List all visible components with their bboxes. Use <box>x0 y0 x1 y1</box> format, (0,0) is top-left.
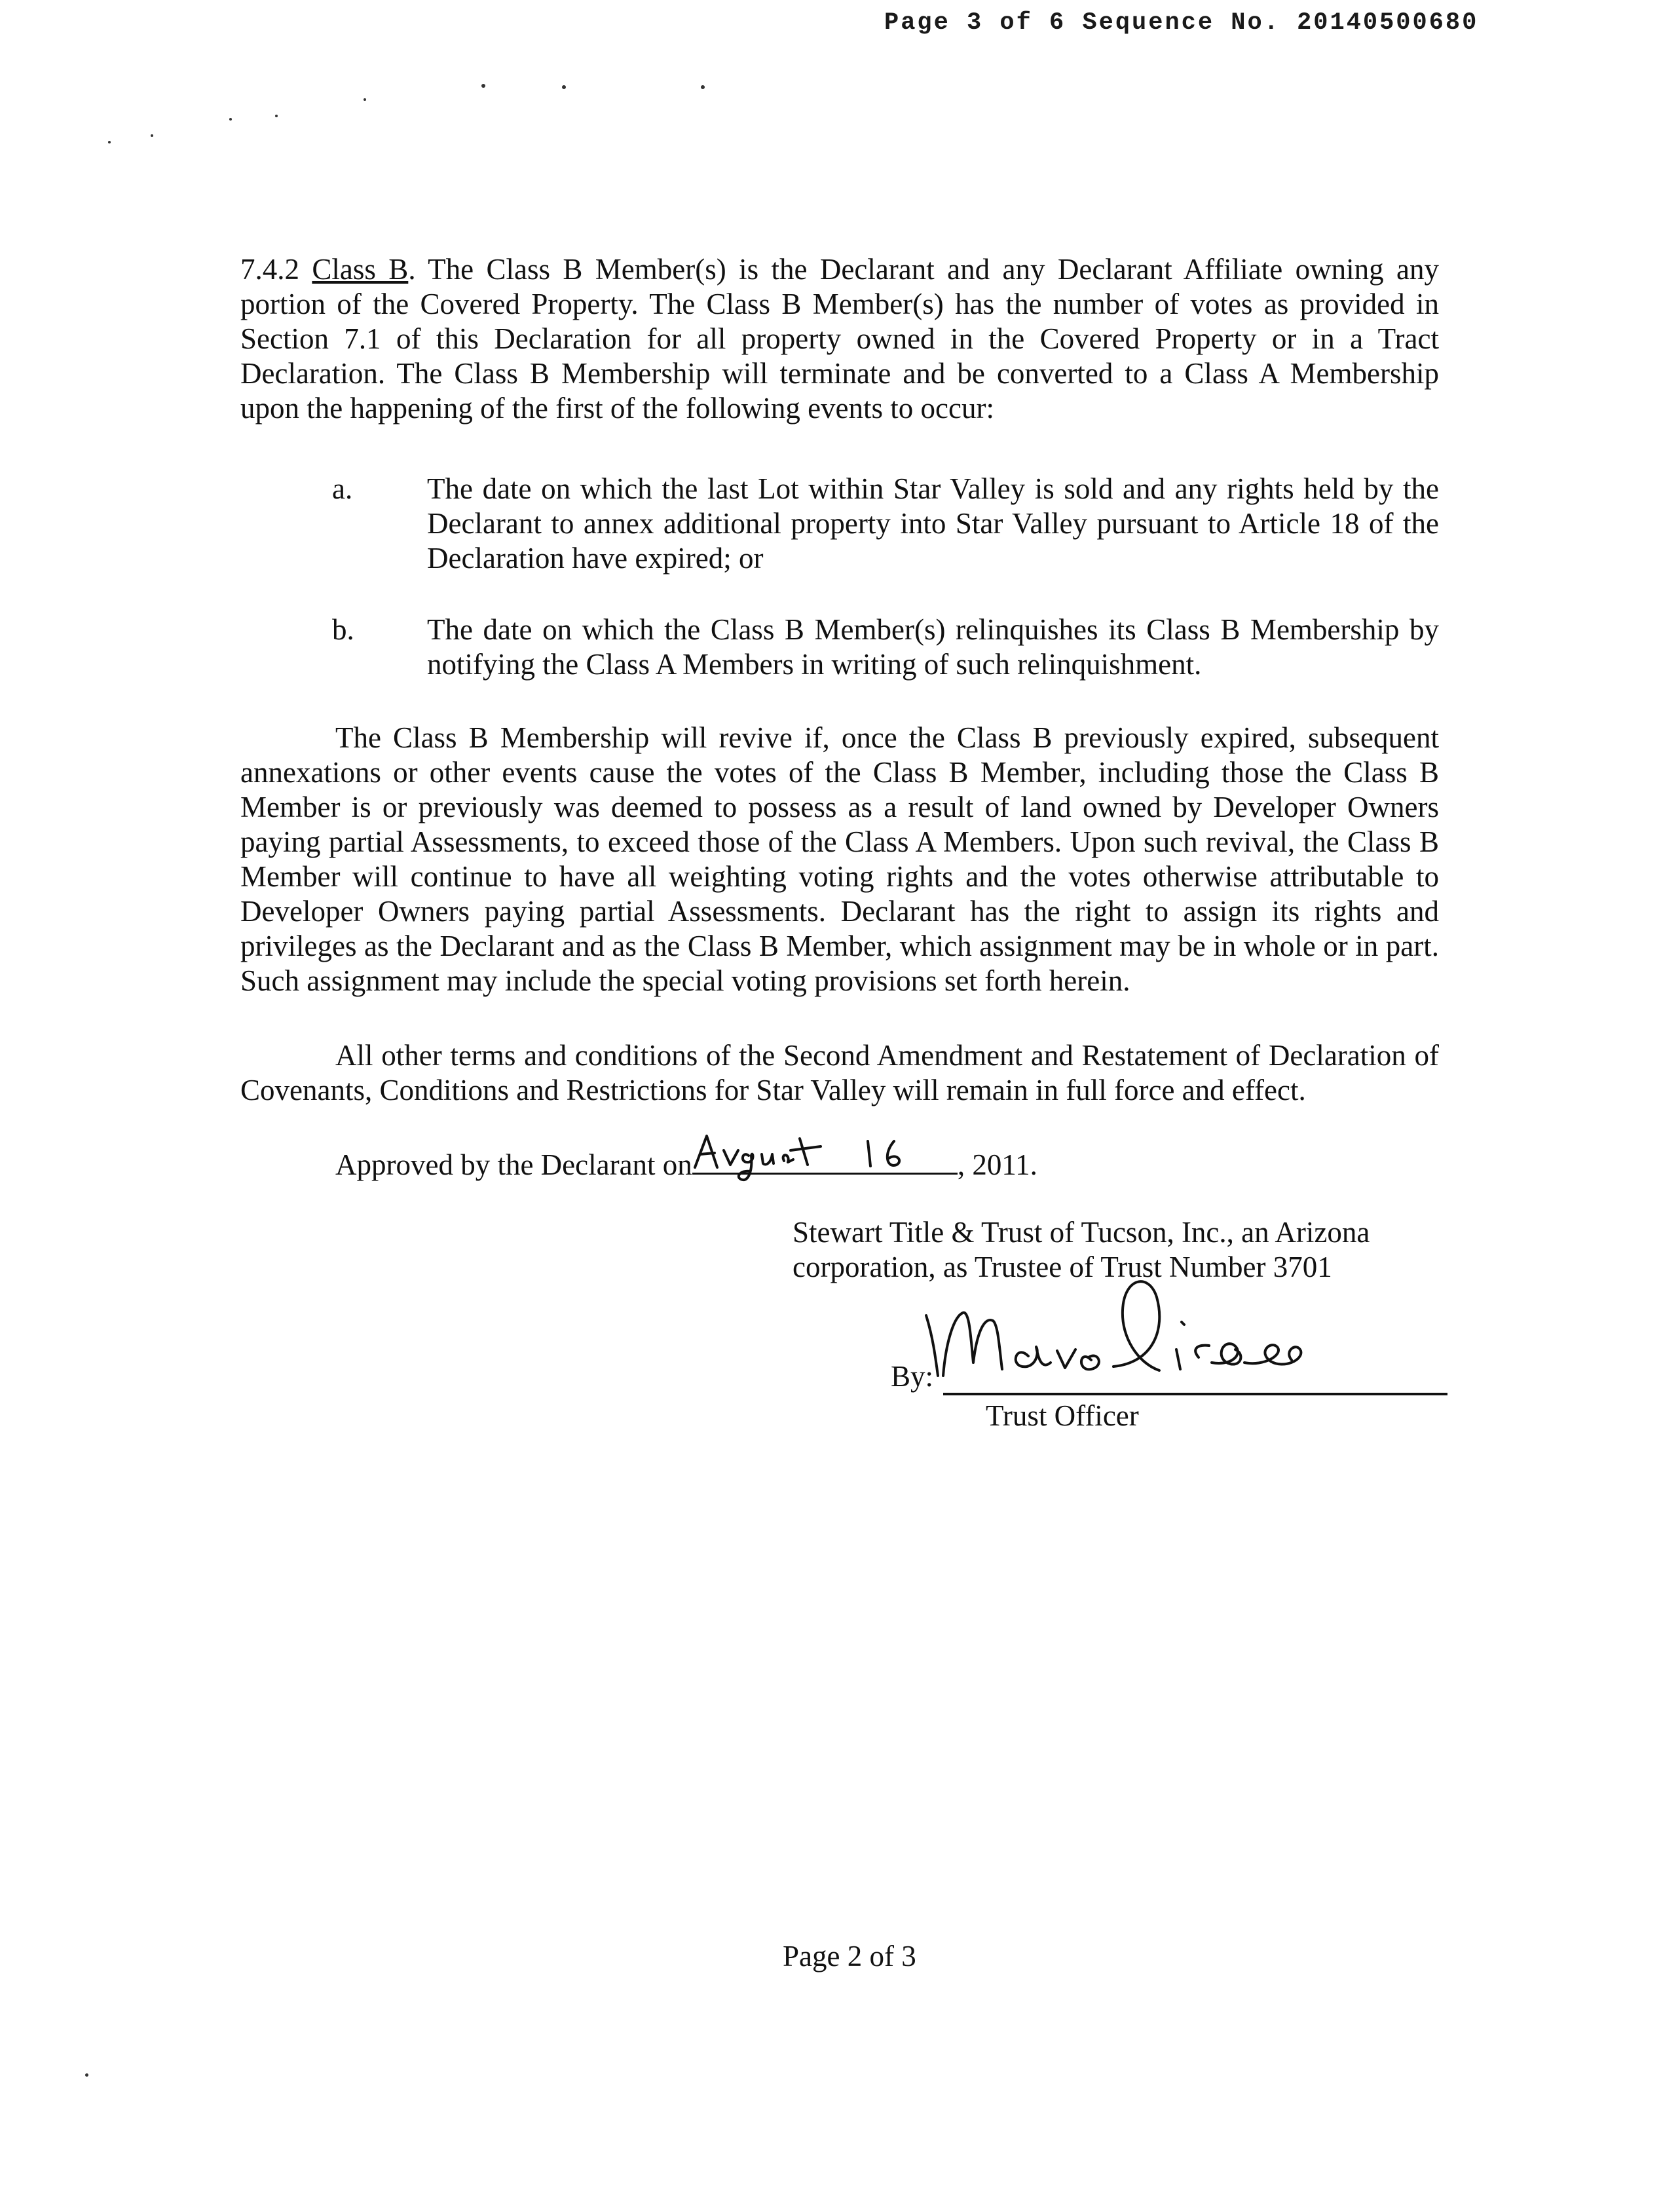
handwritten-date <box>692 1146 958 1175</box>
trustee-line-2: corporation, as Trustee of Trust Number 3701 <box>793 1251 1332 1283</box>
other-terms-paragraph: All other terms and conditions of the Second Amendment and Restatement of Declaration of Covenants, Conditions and Restrictions for Star Valley will remain in full force and effect. <box>240 1039 1439 1106</box>
trustee-line-1: Stewart Title & Trust of Tucson, Inc., an Arizona <box>793 1216 1370 1249</box>
event-text: The date on which the last Lot within Star Valley is sold and any rights held by the Declarant to annex additional property into Star Valley pursuant to Article 18 of the Declaration have expired; or <box>427 472 1439 575</box>
section-heading: Class B <box>312 253 409 286</box>
event-marker: b. <box>332 613 354 646</box>
approval-prefix: Approved by the Declarant on <box>335 1148 692 1181</box>
page-footer: Page 2 of 3 <box>783 1940 916 1973</box>
approval-suffix: , 2011. <box>957 1148 1037 1181</box>
event-text: The date on which the Class B Member(s) relinquishes its Class B Membership by notifying the Class A Members in writing of such relinquishment. <box>427 613 1439 681</box>
section-text: . The Class B Member(s) is the Declarant and any Declarant Affiliate owning any portion of the Covered Property. The Class B Member(s) has the number of votes as provided in Section 7.1 of this Declaration for all property owned in the Covered Property or in a Tract Declaration. The Class B Membership will terminate and be converted to a Class A Membership upon the happening of the first of the following events to occur: <box>240 253 1440 425</box>
fax-header-stamp: Page 3 of 6 Sequence No. 20140500680 <box>884 9 1479 37</box>
section-number: 7.4.2 <box>240 253 299 286</box>
event-item-b <box>240 613 1439 682</box>
event-marker: a. <box>332 472 353 505</box>
handwritten-signature <box>917 1264 1441 1395</box>
revival-paragraph: The Class B Membership will revive if, once the Class B previously expired, subsequent annexations or other events cause the votes of the Class B Member, including those the Class B Member is or previously was deemed to possess as a result of land owned by Developer Owners paying partial Assessments, to exceed those of the Class A Members. Upon such revival, the Class B Member will continue to have all weighting voting rights and the votes otherwise attributable to Developer Owners paying partial Assessments. Declarant has the right to assign its rights and privileges as the Declarant and as the Class B Member, which assignment may be in whole or in part. Such assignment may include the special voting provisions set forth herein. <box>240 721 1439 997</box>
handwritten-date-scrawl <box>692 1127 967 1189</box>
signer-title: Trust Officer <box>986 1399 1139 1432</box>
by-label: By: <box>891 1360 934 1393</box>
section-7-4-2 <box>240 252 1439 426</box>
approval-line <box>335 1146 1037 1182</box>
signature-line <box>943 1393 1447 1395</box>
event-item-a <box>240 472 1439 576</box>
